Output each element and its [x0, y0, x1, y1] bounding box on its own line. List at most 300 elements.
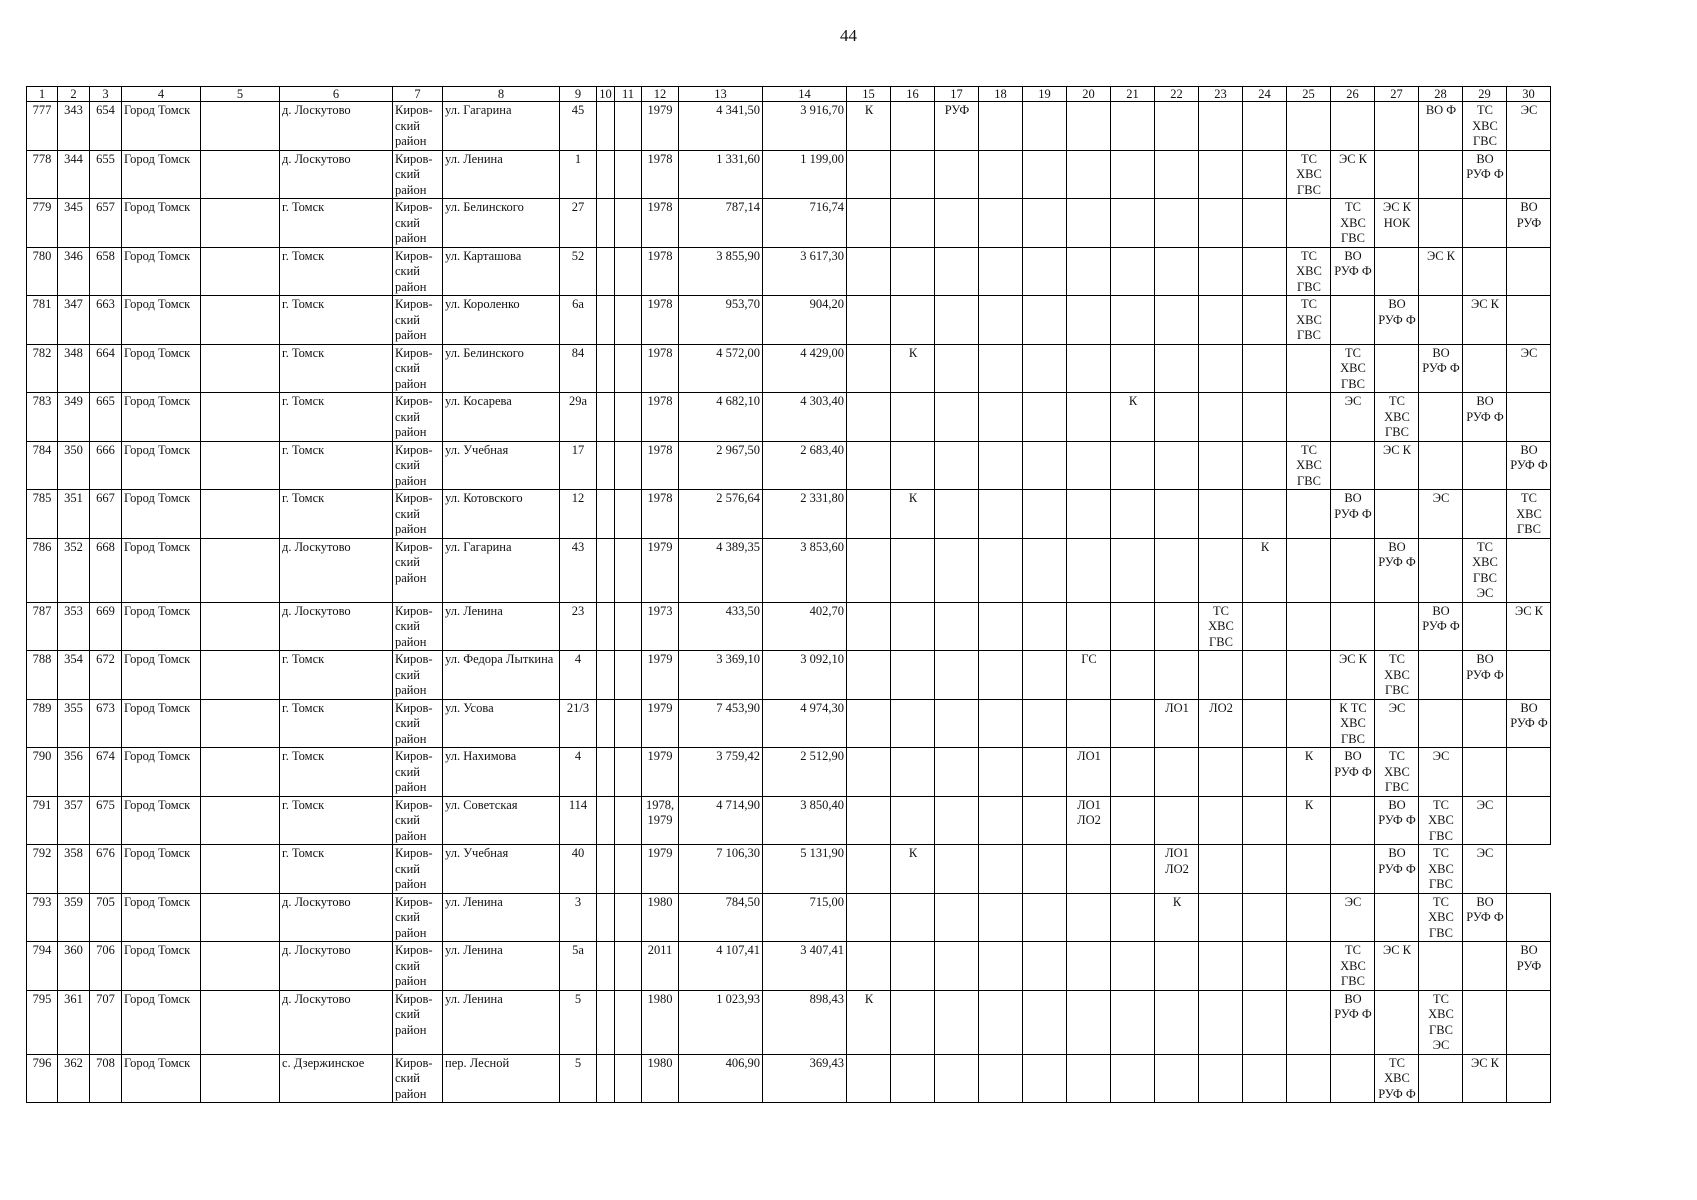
table-cell: 3 916,70	[763, 102, 847, 151]
table-cell	[979, 393, 1023, 442]
table-row	[27, 602, 1551, 651]
table-cell: Город Томск	[122, 602, 201, 651]
table-cell	[1419, 651, 1463, 700]
table-cell	[201, 942, 280, 991]
table-cell: Город Томск	[122, 990, 201, 1054]
table-cell: К ТС ХВС ГВС	[1331, 699, 1375, 748]
table-cell: 4 107,41	[679, 942, 763, 991]
table-cell	[615, 990, 642, 1054]
table-cell: 352	[58, 538, 90, 602]
table-cell	[1155, 602, 1199, 651]
table-row	[27, 942, 1551, 991]
table-cell	[1199, 990, 1243, 1054]
table-cell: 345	[58, 199, 90, 248]
table-cell: ул. Белинского	[443, 344, 560, 393]
table-cell: 796	[27, 1054, 58, 1103]
table-cell	[1243, 990, 1287, 1054]
table-cell: ЭС	[1507, 344, 1551, 393]
table-cell	[1419, 296, 1463, 345]
table-cell	[891, 893, 935, 942]
table-cell	[1243, 748, 1287, 797]
table-cell: 43	[560, 538, 597, 602]
table-cell: г. Томск	[280, 490, 393, 539]
table-cell: ул. Федора Лыткина	[443, 651, 560, 700]
table-cell: ТС ХВС ГВС	[1375, 393, 1419, 442]
table-cell: Киров- ский район	[393, 796, 443, 845]
column-header: 24	[1243, 87, 1287, 102]
table-cell	[1507, 538, 1551, 602]
table-cell	[1111, 490, 1155, 539]
table-cell: Киров- ский район	[393, 893, 443, 942]
table-cell: ул. Учебная	[443, 441, 560, 490]
table-cell	[1331, 102, 1375, 151]
table-cell: 1979	[642, 651, 679, 700]
table-cell: ВО РУФ Ф	[1463, 893, 1507, 942]
table-cell: К	[891, 344, 935, 393]
table-cell	[1023, 490, 1067, 539]
table-cell	[1287, 893, 1331, 942]
table-cell	[1199, 942, 1243, 991]
table-cell	[891, 942, 935, 991]
table-cell	[979, 602, 1023, 651]
table-cell: 785	[27, 490, 58, 539]
table-cell	[1199, 538, 1243, 602]
table-cell	[979, 748, 1023, 797]
table-cell: г. Томск	[280, 651, 393, 700]
table-cell: 1978	[642, 393, 679, 442]
table-cell: 780	[27, 247, 58, 296]
table-cell	[1023, 247, 1067, 296]
table-cell	[1111, 602, 1155, 651]
table-cell	[597, 942, 615, 991]
table-cell	[201, 102, 280, 151]
table-cell	[935, 942, 979, 991]
table-cell: 1979	[642, 538, 679, 602]
table-cell: 2 576,64	[679, 490, 763, 539]
column-header: 3	[90, 87, 122, 102]
table-cell	[1067, 296, 1111, 345]
table-cell: 1979	[642, 699, 679, 748]
table-cell	[1023, 150, 1067, 199]
table-cell: 789	[27, 699, 58, 748]
table-cell	[1419, 942, 1463, 991]
table-row	[27, 199, 1551, 248]
table-cell: 347	[58, 296, 90, 345]
table-cell: 3 092,10	[763, 651, 847, 700]
table-cell: Город Томск	[122, 102, 201, 151]
table-cell: Город Томск	[122, 296, 201, 345]
table-cell: Киров- ский район	[393, 296, 443, 345]
table-cell	[1419, 150, 1463, 199]
table-cell: Город Томск	[122, 344, 201, 393]
table-cell: 791	[27, 796, 58, 845]
table-cell	[1463, 344, 1507, 393]
table-cell: ЭС К	[1331, 651, 1375, 700]
table-cell	[891, 102, 935, 151]
table-cell: г. Томск	[280, 344, 393, 393]
table-cell: Город Томск	[122, 699, 201, 748]
table-cell: ТС ХВС ГВС	[1331, 344, 1375, 393]
table-cell: Киров- ский район	[393, 199, 443, 248]
column-header: 5	[201, 87, 280, 102]
table-cell: 784,50	[679, 893, 763, 942]
table-cell: 52	[560, 247, 597, 296]
table-cell: ЭС К	[1463, 1054, 1507, 1103]
table-cell	[847, 796, 891, 845]
table-cell	[597, 441, 615, 490]
column-header: 22	[1155, 87, 1199, 102]
table-cell: ТС ХВС ГВС	[1419, 893, 1463, 942]
table-cell: 5а	[560, 942, 597, 991]
table-cell	[615, 538, 642, 602]
table-cell	[1243, 942, 1287, 991]
table-cell	[935, 845, 979, 894]
table-cell	[201, 393, 280, 442]
table-row	[27, 296, 1551, 345]
table-cell: г. Томск	[280, 296, 393, 345]
table-cell	[935, 748, 979, 797]
table-cell: ул. Ленина	[443, 990, 560, 1054]
table-cell	[597, 490, 615, 539]
table-cell: ВО РУФ Ф	[1463, 150, 1507, 199]
table-cell	[615, 602, 642, 651]
table-cell: г. Томск	[280, 845, 393, 894]
table-cell	[935, 796, 979, 845]
table-cell	[1023, 199, 1067, 248]
table-cell	[1375, 990, 1419, 1054]
table-cell	[1507, 1054, 1551, 1103]
table-cell: ул. Ленина	[443, 893, 560, 942]
table-cell: К	[1155, 893, 1199, 942]
table-cell	[935, 1054, 979, 1103]
column-header: 11	[615, 87, 642, 102]
table-cell: Город Томск	[122, 942, 201, 991]
table-cell: 23	[560, 602, 597, 651]
table-cell	[891, 150, 935, 199]
table-cell: 1980	[642, 990, 679, 1054]
table-cell	[1155, 199, 1199, 248]
table-cell	[891, 796, 935, 845]
table-cell	[1419, 441, 1463, 490]
table-row	[27, 893, 1551, 942]
table-cell: 354	[58, 651, 90, 700]
table-cell: 114	[560, 796, 597, 845]
table-cell: 1973	[642, 602, 679, 651]
table-cell: ул. Карташова	[443, 247, 560, 296]
table-cell: Город Томск	[122, 393, 201, 442]
table-cell	[1287, 102, 1331, 151]
table-cell: 17	[560, 441, 597, 490]
table-row	[27, 796, 1551, 845]
table-cell: ТС ХВС ГВС	[1287, 441, 1331, 490]
table-cell	[1023, 796, 1067, 845]
table-cell: ул. Учебная	[443, 845, 560, 894]
table-cell	[597, 296, 615, 345]
table-cell: 666	[90, 441, 122, 490]
table-cell: ул. Короленко	[443, 296, 560, 345]
table-cell: ВО Ф	[1419, 102, 1463, 151]
table-cell: г. Томск	[280, 393, 393, 442]
table-cell: ТС ХВС ГВС	[1507, 490, 1551, 539]
table-cell: Город Томск	[122, 150, 201, 199]
table-cell: 672	[90, 651, 122, 700]
table-cell	[847, 845, 891, 894]
table-cell	[1331, 296, 1375, 345]
table-cell: Город Томск	[122, 893, 201, 942]
table-cell	[1287, 344, 1331, 393]
table-cell: ЛО1 ЛО2	[1067, 796, 1111, 845]
table-cell	[1199, 344, 1243, 393]
table-cell: ТС ХВС ГВС	[1419, 845, 1463, 894]
table-cell	[1507, 748, 1551, 797]
table-cell	[1067, 102, 1111, 151]
table-row	[27, 150, 1551, 199]
table-cell: 4 572,00	[679, 344, 763, 393]
table-cell: 348	[58, 344, 90, 393]
table-cell: 716,74	[763, 199, 847, 248]
table-cell	[615, 150, 642, 199]
table-cell	[1067, 602, 1111, 651]
table-cell	[597, 247, 615, 296]
table-cell	[597, 796, 615, 845]
table-cell: 4 974,30	[763, 699, 847, 748]
table-cell: 433,50	[679, 602, 763, 651]
table-cell: Киров- ский район	[393, 102, 443, 151]
table-cell	[1463, 602, 1507, 651]
table-cell	[979, 247, 1023, 296]
table-cell: 664	[90, 344, 122, 393]
table-cell: ВО РУФ Ф	[1331, 990, 1375, 1054]
table-cell: д. Лоскутово	[280, 102, 393, 151]
table-cell	[597, 893, 615, 942]
table-cell	[979, 796, 1023, 845]
table-cell	[847, 247, 891, 296]
table-cell: Город Томск	[122, 651, 201, 700]
table-cell	[847, 602, 891, 651]
table-cell	[847, 893, 891, 942]
table-cell	[1419, 199, 1463, 248]
table-cell	[847, 393, 891, 442]
table-cell: 1979	[642, 845, 679, 894]
table-cell: ТС ХВС ГВС	[1287, 296, 1331, 345]
table-cell	[597, 845, 615, 894]
table-cell	[935, 296, 979, 345]
table-cell	[1155, 344, 1199, 393]
table-cell: ТС ХВС ГВС	[1375, 748, 1419, 797]
table-cell	[201, 990, 280, 1054]
table-cell	[1331, 1054, 1375, 1103]
table-cell: Киров- ский район	[393, 538, 443, 602]
table-cell: 715,00	[763, 893, 847, 942]
table-cell: 343	[58, 102, 90, 151]
table-cell: Киров- ский район	[393, 247, 443, 296]
table-cell: 1978	[642, 296, 679, 345]
table-cell	[847, 199, 891, 248]
table-cell	[615, 942, 642, 991]
table-cell: ЛО1 ЛО2	[1155, 845, 1199, 894]
table-row	[27, 990, 1551, 1054]
table-cell: ЭС	[1463, 845, 1507, 894]
table-cell	[201, 199, 280, 248]
table-cell	[1111, 990, 1155, 1054]
table-cell: 4	[560, 748, 597, 797]
table-cell: 707	[90, 990, 122, 1054]
table-cell	[1155, 247, 1199, 296]
table-cell	[891, 748, 935, 797]
table-cell	[201, 150, 280, 199]
table-cell: 663	[90, 296, 122, 345]
table-cell: 349	[58, 393, 90, 442]
table-cell	[597, 748, 615, 797]
table-cell: ТС ХВС ГВС ЭС	[1419, 990, 1463, 1054]
table-cell: 27	[560, 199, 597, 248]
table-cell	[1287, 538, 1331, 602]
column-header: 12	[642, 87, 679, 102]
table-cell: 668	[90, 538, 122, 602]
table-cell: Город Томск	[122, 538, 201, 602]
table-cell	[1287, 602, 1331, 651]
table-cell: 898,43	[763, 990, 847, 1054]
table-cell: ул. Ленина	[443, 150, 560, 199]
table-cell: Киров- ский район	[393, 490, 443, 539]
table-cell: 782	[27, 344, 58, 393]
table-cell: ЭС	[1331, 393, 1375, 442]
table-cell: К	[1287, 796, 1331, 845]
table-cell	[1023, 942, 1067, 991]
table-cell: 794	[27, 942, 58, 991]
table-cell: ТС ХВС ГВС	[1375, 651, 1419, 700]
table-cell: 3 855,90	[679, 247, 763, 296]
table-cell: 3 759,42	[679, 748, 763, 797]
table-cell	[201, 296, 280, 345]
table-cell: ул. Котовского	[443, 490, 560, 539]
table-cell	[1463, 699, 1507, 748]
table-cell	[847, 490, 891, 539]
table-cell: 29а	[560, 393, 597, 442]
table-cell: ул. Белинского	[443, 199, 560, 248]
table-cell	[1287, 393, 1331, 442]
table-cell	[1199, 199, 1243, 248]
table-cell: 359	[58, 893, 90, 942]
table-cell	[935, 393, 979, 442]
table-row	[27, 490, 1551, 539]
table-cell	[1463, 247, 1507, 296]
table-row	[27, 538, 1551, 602]
table-cell: 344	[58, 150, 90, 199]
table-cell	[1243, 199, 1287, 248]
table-cell: 2 683,40	[763, 441, 847, 490]
table-cell: 4	[560, 651, 597, 700]
table-cell	[201, 247, 280, 296]
table-cell: 4 714,90	[679, 796, 763, 845]
table-cell	[935, 247, 979, 296]
table-cell: 1979	[642, 102, 679, 151]
table-cell	[1287, 199, 1331, 248]
table-cell	[1331, 538, 1375, 602]
table-cell	[1067, 247, 1111, 296]
table-cell: 3 850,40	[763, 796, 847, 845]
table-cell: 706	[90, 942, 122, 991]
table-cell: 1 023,93	[679, 990, 763, 1054]
column-header: 28	[1419, 87, 1463, 102]
table-cell: 2011	[642, 942, 679, 991]
column-header: 25	[1287, 87, 1331, 102]
table-cell	[1155, 990, 1199, 1054]
table-cell: Город Томск	[122, 796, 201, 845]
table-cell	[1067, 990, 1111, 1054]
table-cell	[1507, 893, 1551, 942]
table-cell: ТС ХВС ГВС	[1463, 102, 1507, 151]
table-cell: 665	[90, 393, 122, 442]
table-cell	[201, 796, 280, 845]
table-cell: 787,14	[679, 199, 763, 248]
table-cell: ул. Гагарина	[443, 538, 560, 602]
table-cell	[1111, 651, 1155, 700]
table-row	[27, 1054, 1551, 1103]
table-cell: 4 303,40	[763, 393, 847, 442]
table-cell	[979, 845, 1023, 894]
table-cell: ТС ХВС ГВС	[1287, 150, 1331, 199]
table-cell	[201, 1054, 280, 1103]
table-cell: ЭС К	[1419, 247, 1463, 296]
table-cell: Киров- ский район	[393, 990, 443, 1054]
table-cell	[1111, 893, 1155, 942]
table-cell	[847, 699, 891, 748]
table-cell	[891, 651, 935, 700]
table-cell	[891, 393, 935, 442]
table-cell: К	[847, 990, 891, 1054]
table-cell	[201, 490, 280, 539]
table-cell	[201, 344, 280, 393]
table-cell: 781	[27, 296, 58, 345]
table-cell: 904,20	[763, 296, 847, 345]
table-cell: ЭС	[1419, 490, 1463, 539]
table-cell	[1243, 296, 1287, 345]
table-cell	[615, 699, 642, 748]
table-cell	[1023, 699, 1067, 748]
table-cell: д. Лоскутово	[280, 942, 393, 991]
table-cell	[615, 651, 642, 700]
table-cell	[1023, 893, 1067, 942]
table-cell: ЛО1	[1067, 748, 1111, 797]
table-cell	[615, 893, 642, 942]
table-cell	[891, 699, 935, 748]
table-row	[27, 247, 1551, 296]
table-cell	[1463, 441, 1507, 490]
table-cell	[1067, 199, 1111, 248]
table-cell	[1023, 441, 1067, 490]
table-cell: 406,90	[679, 1054, 763, 1103]
table-cell	[979, 102, 1023, 151]
table-cell	[1023, 538, 1067, 602]
table-cell	[891, 1054, 935, 1103]
table-cell	[891, 199, 935, 248]
table-cell: 12	[560, 490, 597, 539]
table-cell: 1978	[642, 490, 679, 539]
table-cell	[1463, 199, 1507, 248]
table-cell: ВО РУФ Ф	[1419, 344, 1463, 393]
table-cell	[979, 990, 1023, 1054]
table-cell: 784	[27, 441, 58, 490]
table-cell	[1111, 150, 1155, 199]
table-cell	[1243, 796, 1287, 845]
table-cell: 1978, 1979	[642, 796, 679, 845]
table-cell: 353	[58, 602, 90, 651]
table-cell	[847, 441, 891, 490]
table-cell	[1243, 1054, 1287, 1103]
table-cell: Киров- ский район	[393, 344, 443, 393]
table-cell	[1155, 150, 1199, 199]
